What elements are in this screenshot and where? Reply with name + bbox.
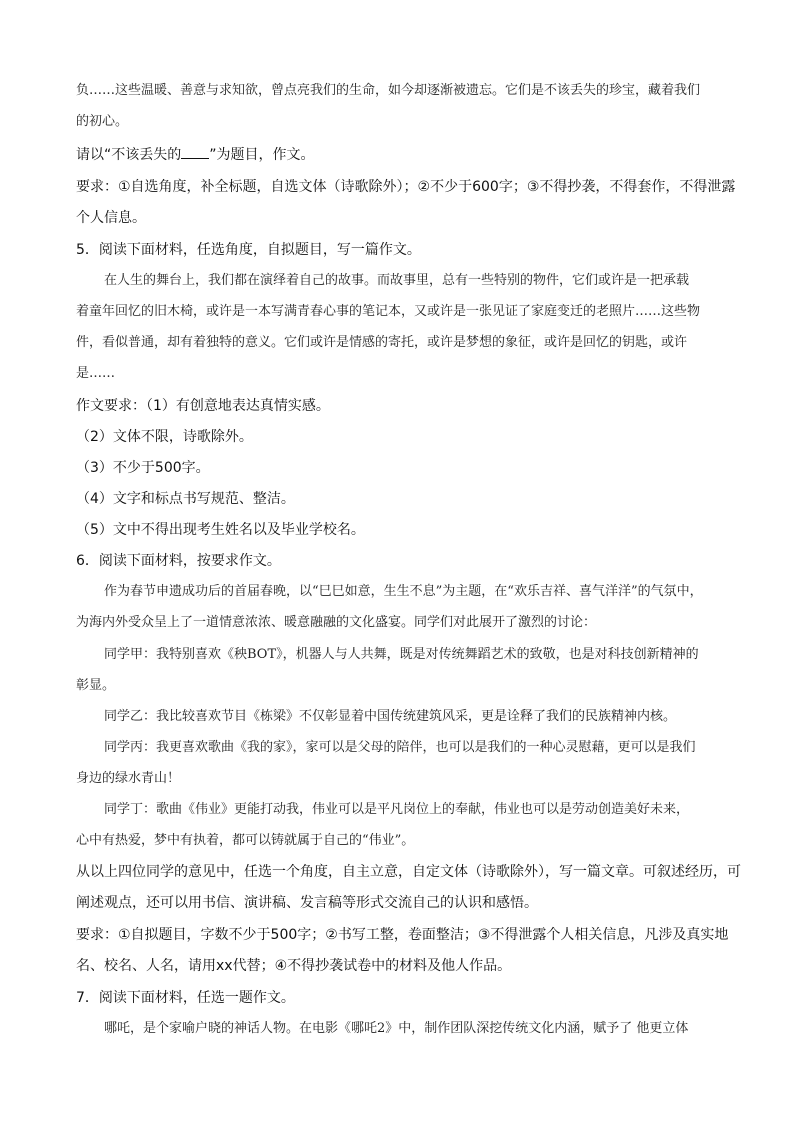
- q5-requirement: （3）不少于500字。: [76, 460, 210, 476]
- q4-prompt-after: ”为题目，作文。: [209, 147, 315, 163]
- student-opinion: 同学乙：我比较喜欢节目《栋梁》不仅彰显着中国传统建筑风采，更是诠释了我们的民族精神内核。: [104, 709, 677, 724]
- q4-requirements: 个人信息。: [76, 210, 146, 226]
- student-opinion: 同学丙：我更喜欢歌曲《我的家》，家可以是父母的陪伴，也可以是我们的一种心灵慰藉，更可以是我们: [104, 740, 696, 755]
- q5-requirement: （5）文中不得出现考生姓名以及毕业学校名。: [76, 522, 365, 538]
- student-opinion: 心中有热爱，梦中有执着，都可以铸就属于自己的“伟业”。: [76, 833, 415, 848]
- q6-requirements: 要求：①自拟题目，字数不少于500字；②书写工整，卷面整洁；③不得泄露个人相关信息，凡涉及真实地: [76, 927, 729, 943]
- q5-requirement: （2）文体不限，诗歌除外。: [76, 429, 253, 445]
- material-line: 着童年回忆的旧木椅，或许是一本写满青春心事的笔记本，又或许是一张见证了家庭变迁的老照片……这些物: [76, 304, 701, 319]
- q6-task: 阐述观点，还可以用书信、演讲稿、发言稿等形式交流自己的认识和感悟。: [76, 895, 538, 911]
- q5-requirement: 作文要求：（1）有创意地表达真情实感。: [76, 398, 330, 414]
- student-opinion: 彰显。: [76, 678, 116, 693]
- question-7-heading: 7．阅读下面材料，任选一题作文。: [76, 990, 295, 1006]
- q6-requirements: 名、校名、人名，请用xx代替；④不得抄袭试卷中的材料及他人作品。: [76, 958, 512, 974]
- material-line: 件，看似普通，却有着独特的意义。它们或许是情感的寄托，或许是梦想的象征，或许是回忆的钥匙，或许: [76, 335, 688, 350]
- q4-prompt: [76, 145, 315, 165]
- material-line: 为海内外受众呈上了一道情意浓浓、暖意融融的文化盛宴。同学们对此展开了激烈的讨论：: [76, 615, 597, 630]
- student-opinion: 身边的绿水青山！: [76, 771, 181, 786]
- material-line: 作为春节申遗成功后的首届春晚，以“巳巳如意，生生不息”为主题，在“欢乐吉祥、喜气洋洋”的气氛中，: [104, 584, 703, 599]
- title-blank: [181, 145, 209, 159]
- student-opinion: 同学丁：歌曲《伟业》更能打动我，伟业可以是平凡岗位上的奉献，伟业也可以是劳动创造美好未来，: [104, 802, 690, 817]
- student-opinion: 同学甲：我特别喜欢《秧BOT》，机器人与人共舞，既是对传统舞蹈艺术的致敬，也是对科技创新精神的: [104, 647, 699, 662]
- q4-requirements: 要求：①自选角度，补全标题，自选文体（诗歌除外）；②不少于600字；③不得抄袭，不得套作，不得泄露: [76, 179, 736, 195]
- question-5-heading: 5．阅读下面材料，任选角度，自拟题目，写一篇作文。: [76, 242, 421, 258]
- material-line: 哪吒，是个家喻户晓的神话人物。在电影《哪吒2》中，制作团队深挖传统文化内涵，赋予了 他更立体: [104, 1021, 689, 1036]
- q6-task: 从以上四位同学的意见中，任选一个角度，自主立意，自定文体（诗歌除外），写一篇文章。可叙述经历，可: [76, 864, 741, 880]
- material-line: 在人生的舞台上，我们都在演绎着自己的故事。而故事里，总有一些特别的物件，它们或许是一把承载: [104, 273, 690, 288]
- material-line: 是……: [76, 366, 116, 381]
- passage-line: 的初心。: [76, 114, 129, 129]
- question-6-heading: 6．阅读下面材料，按要求作文。: [76, 553, 281, 569]
- q4-prompt-before: 请以“不该丢失的: [76, 147, 182, 163]
- passage-line: 负……这些温暖、善意与求知欲，曾点亮我们的生命，如今却逐渐被遗忘。它们是不该丢失的珍宝，藏着我们: [76, 83, 701, 98]
- q5-requirement: （4）文字和标点书写规范、整洁。: [76, 491, 295, 507]
